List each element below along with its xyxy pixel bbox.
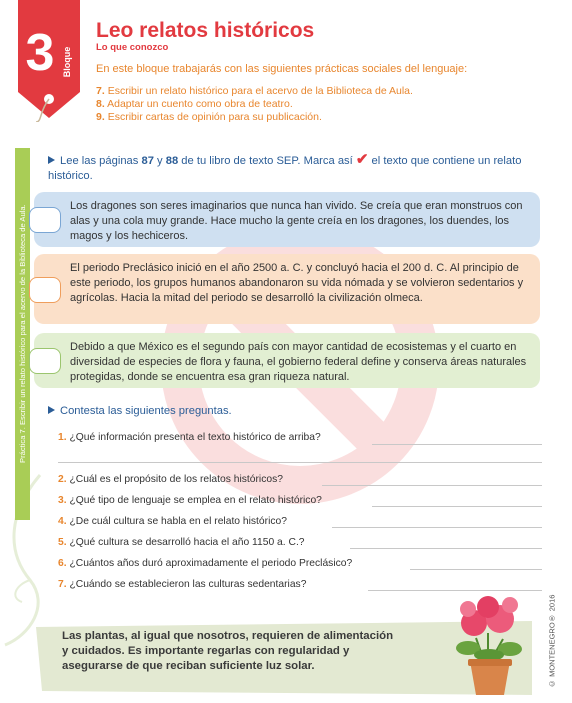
block-number: 3: [25, 24, 55, 82]
question-item: 1. ¿Qué información presenta el texto histórico de arriba?: [58, 432, 321, 443]
page-subtitle: Lo que conozco: [96, 42, 169, 53]
answer-line[interactable]: [332, 527, 542, 528]
question-item: 3. ¿Qué tipo de lenguaje se emplea en el relato histórico?: [58, 495, 322, 506]
text-option-box: [34, 333, 540, 388]
page-title: Leo relatos históricos: [96, 19, 315, 42]
footer-note: Las plantas, al igual que nosotros, requieren de alimentación y cuidados. Es importante regarlas con regularidad y asegurarse de que reciban suficiente luz solar.: [62, 630, 394, 672]
side-strip-text: Práctica 7. Escribir un relato histórico para el acervo de la Biblioteca de Aula.: [18, 204, 27, 464]
text-option-box: [34, 254, 540, 324]
answer-line[interactable]: [350, 548, 542, 549]
copyright-text: © MONTENEGRO® 2016: [547, 594, 557, 688]
answer-line[interactable]: [372, 444, 542, 445]
question-item: 4. ¿De cuál cultura se habla en el relato histórico?: [58, 516, 287, 527]
checkmark-icon: ✔: [355, 151, 369, 168]
answer-line[interactable]: [58, 462, 542, 463]
practice-item: 7. Escribir un relato histórico para el acervo de la Biblioteca de Aula.: [96, 85, 413, 97]
intro-text: En este bloque trabajarás con las siguientes prácticas sociales del lenguaje:: [96, 63, 468, 75]
question-item: 2. ¿Cuál es el propósito de los relatos históricos?: [58, 474, 283, 485]
text-option-box: [34, 192, 540, 247]
text-option-content: Debido a que México es el segundo país con mayor cantidad de ecosistemas y el cuarto en diversidad de especies de flora y fauna, el gobierno federal define y conserva áreas naturales protegidas, donde se encuentra esa gran riqueza natural.: [70, 341, 527, 383]
answer-line[interactable]: [372, 506, 542, 507]
answer-line[interactable]: [368, 590, 542, 591]
question-item: 6. ¿Cuántos años duró aproximadamente el periodo Preclásico?: [58, 558, 353, 569]
flower-pot-illustration: [448, 593, 530, 697]
text-option-content: Los dragones son seres imaginarios que nunca han vivido. Se creía que eran monstruos con alas y una cola muy grande. Hace mucho la gente creía en los dragones, los duendes, los magos y los hechiceros.: [70, 200, 523, 242]
check-box[interactable]: [29, 207, 61, 233]
text-option-content: El periodo Preclásico inició en el año 2500 a. C. y concluyó hacia el 200 d. C. Al principio de este periodo, los grupos humanos abandonaron su vida nómada y se volvieron sedentarios y agrícolas. Hacia la mitad del periodo se desarrolló la civilización olmeca.: [70, 262, 524, 304]
question-item: 5. ¿Qué cultura se desarrolló hacia el año 1150 a. C.?: [58, 537, 305, 548]
block-bookmark-tag: [14, 0, 84, 122]
answer-line[interactable]: [410, 569, 542, 570]
arrow-bullet-icon: [48, 406, 55, 414]
practice-item: 9. Escribir cartas de opinión para su publicación.: [96, 111, 322, 123]
practice-list: [96, 85, 413, 124]
check-box[interactable]: [29, 348, 61, 374]
practice-item: 8. Adaptar un cuento como obra de teatro.: [96, 98, 293, 110]
question-item: 7. ¿Cuándo se establecieron las culturas sedentarias?: [58, 579, 307, 590]
arrow-bullet-icon: [48, 156, 55, 164]
reading-instruction: Lee las páginas 87 y 88 de tu libro de texto SEP. Marca así ✔ el texto que contiene un relato histórico.: [48, 151, 522, 182]
answer-line[interactable]: [322, 485, 542, 486]
questions-heading: Contesta las siguientes preguntas.: [48, 405, 232, 417]
block-label: Bloque: [62, 46, 72, 78]
check-box[interactable]: [29, 277, 61, 303]
